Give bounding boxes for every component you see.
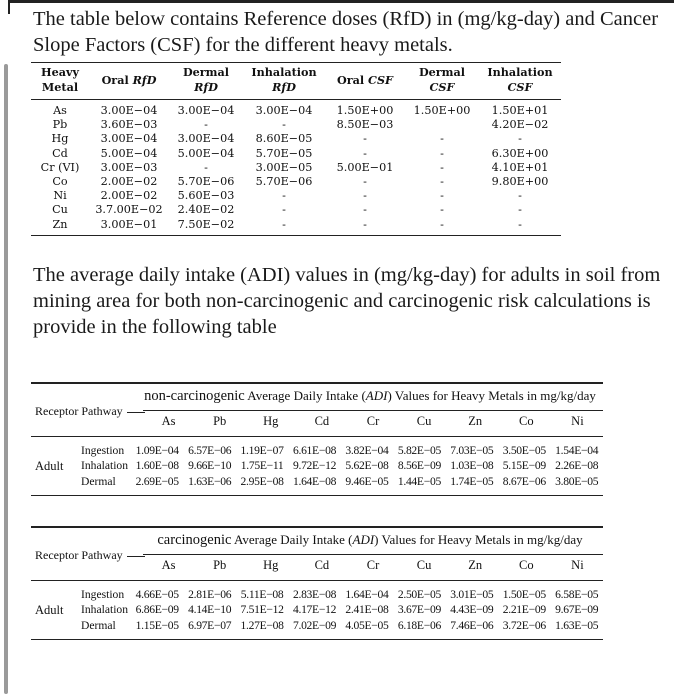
adi-value: 1.27E−08: [240, 618, 284, 632]
intro-paragraph: The table below contains Reference doses (RfD) in (mg/kg-day) and Cancer Slope Factors (CSF) for the different heavy metals.: [33, 8, 659, 56]
adi-value: 1.44E−05: [397, 474, 441, 488]
rfd-row-cu: [31, 203, 561, 217]
metal-name-cell: Hg: [51, 132, 69, 146]
rfd-header-row: [31, 63, 561, 100]
adi-value: 6.18E−06: [397, 618, 441, 632]
adi-value: 3.67E−09: [397, 603, 441, 617]
adi-value: 2.21E−09: [502, 603, 546, 617]
adi-value: 1.74E−05: [450, 474, 494, 488]
metal-header: Cu: [416, 557, 432, 572]
adi-value: 1.15E−05: [135, 618, 179, 632]
metal-header: Cd: [314, 557, 330, 572]
pathway-label: Ingestion: [81, 587, 125, 601]
adi-value: 1.64E−08: [292, 474, 337, 488]
adi-value: 2.50E−05: [397, 587, 441, 601]
adi-value: 4.43E−09: [450, 603, 494, 617]
adi-value: 6.57E−06: [188, 443, 232, 457]
receptor-adult: Adult: [35, 458, 64, 473]
pathway-label: Dermal: [81, 618, 116, 632]
value-cell: -: [363, 132, 367, 146]
receptor-leader-line: [127, 412, 145, 413]
value-cell: 1.50E+00: [336, 104, 394, 117]
metal-name-cell: Pb: [52, 118, 68, 132]
top-left-corner: [8, 0, 10, 14]
adi-value: 2.83E−08: [292, 587, 337, 601]
value-cell: -: [440, 203, 444, 217]
value-cell: -: [204, 118, 208, 132]
metal-name-cell: Zn: [31, 218, 89, 236]
metal-header-row: [143, 414, 603, 429]
value-cell: -: [440, 146, 444, 160]
pathway-row-inhalation: [81, 602, 603, 618]
rfd-row-hg: [31, 132, 561, 146]
metal-header: Zn: [468, 557, 483, 572]
value-cell: 4.10E+01: [491, 160, 549, 174]
adi-value: 2.95E−08: [240, 474, 284, 488]
adi-value: 6.86E−09: [135, 603, 179, 617]
value-cell: -: [325, 218, 405, 236]
value-cell: 7.50E−02: [169, 218, 243, 236]
table-bottom-rule: [31, 495, 603, 497]
adi-value: 7.46E−06: [450, 618, 494, 632]
adi-value: 5.82E−05: [397, 443, 441, 457]
value-cell: 9.80E+00: [491, 175, 549, 189]
header-heavy-metal: Heavy Metal: [31, 63, 89, 100]
pathway-label: Dermal: [81, 474, 116, 488]
metal-header: Co: [519, 557, 534, 572]
value-cell: 3.00E−04: [100, 132, 158, 146]
header-inhalation-csf: Inhalation CSF: [479, 63, 561, 100]
metal-name-cell: Ni: [53, 189, 67, 203]
adi-value: 6.97E−07: [188, 618, 232, 632]
value-cell: 1.50E+00: [413, 104, 471, 117]
adi-value: 1.63E−06: [188, 474, 232, 488]
value-cell: 5.70E−06: [177, 175, 235, 189]
metal-header: Hg: [263, 557, 279, 572]
adi-value: 2.69E−05: [135, 474, 179, 488]
adi-value: 1.50E−05: [502, 587, 546, 601]
value-cell: 6.30E+00: [491, 146, 549, 160]
adi-value: 1.60E−08: [135, 459, 179, 473]
value-cell: 5.00E−04: [177, 146, 235, 160]
metal-header: Zn: [468, 413, 483, 428]
adi-value: 1.64E−04: [345, 587, 389, 601]
metal-header: Co: [519, 413, 534, 428]
value-cell: 3.00E−04: [177, 104, 235, 117]
quote-bar: [4, 64, 8, 694]
value-cell: -: [405, 218, 479, 236]
value-cell: 2.00E−02: [100, 189, 158, 203]
value-cell: -: [440, 160, 444, 174]
receptor-leader-line: [127, 556, 145, 557]
value-cell: -: [440, 189, 444, 203]
rfd-row-zn: [31, 218, 561, 236]
value-cell: 8.50E−03: [336, 118, 394, 132]
adi-value: 7.51E−12: [240, 603, 284, 617]
metal-header: Pb: [213, 413, 227, 428]
value-cell: -: [204, 160, 208, 174]
rfd-row-crvi: [31, 161, 561, 175]
metal-header: Ni: [571, 557, 584, 572]
adi-value: 9.66E−10: [188, 459, 232, 473]
value-cell: 5.70E−05: [255, 146, 313, 160]
risk-category: non-carcinogenic: [144, 387, 245, 404]
metal-name-cell: Co: [52, 175, 68, 189]
value-cell: 5.70E−06: [255, 175, 313, 189]
rfd-csf-table: [31, 62, 561, 236]
rfd-row-cd: [31, 147, 561, 161]
adi-value: 9.67E−09: [555, 603, 599, 617]
adi-value: 8.56E−09: [397, 459, 441, 473]
metal-header: Cr: [366, 557, 380, 572]
receptor-adult: Adult: [35, 602, 64, 617]
rfd-row-as: [31, 100, 561, 119]
metal-header: Cd: [314, 413, 330, 428]
adi-value: 7.03E−05: [450, 443, 494, 457]
metal-name-cell: Cr (VI): [40, 160, 80, 174]
metal-name-cell: Cu: [52, 203, 68, 217]
value-cell: 2.00E−02: [100, 175, 158, 189]
value-cell: -: [363, 203, 367, 217]
value-cell: 4.20E−02: [491, 118, 549, 132]
value-cell: 3.00E−05: [255, 160, 313, 174]
metal-header: Cu: [416, 413, 432, 428]
adi-value: 6.58E−05: [555, 587, 599, 601]
adi-table-title: carcinogenic Average Daily Intake (ADI) Values for Heavy Metals in mg/kg/day: [157, 531, 583, 548]
adi-value: 1.54E−04: [555, 443, 599, 457]
value-cell: [405, 118, 479, 132]
metal-header: Cr: [366, 413, 380, 428]
value-cell: -: [282, 118, 286, 132]
value-cell: 3.7.00E−02: [95, 203, 163, 217]
pathway-row-ingestion: [81, 443, 603, 459]
adi-value: 6.61E−08: [292, 443, 337, 457]
value-cell: -: [282, 203, 286, 217]
value-cell: -: [518, 203, 522, 217]
value-cell: -: [518, 189, 522, 203]
metal-header: As: [161, 413, 176, 428]
pathway-label: Ingestion: [81, 443, 125, 457]
adi-value: 1.63E−05: [555, 618, 599, 632]
adi-value: 3.50E−05: [502, 443, 546, 457]
top-border: [8, 0, 674, 3]
value-cell: -: [440, 175, 444, 189]
pathway-label: Inhalation: [81, 459, 129, 473]
value-cell: 3.00E−04: [100, 104, 158, 117]
adi-value: 3.82E−04: [345, 443, 389, 457]
title-underline: [143, 410, 603, 411]
adi-value: 1.19E−07: [240, 443, 284, 457]
adi-value: 9.72E−12: [292, 459, 337, 473]
adi-value: 3.80E−05: [555, 474, 599, 488]
metal-header: Pb: [213, 557, 227, 572]
adi-value: 4.14E−10: [188, 603, 232, 617]
adi-value: 2.26E−08: [555, 459, 599, 473]
pathway-label: Inhalation: [81, 603, 129, 617]
receptor-pathway-label: Receptor Pathway: [35, 403, 123, 418]
value-cell: 5.60E−03: [177, 189, 235, 203]
value-cell: -: [479, 218, 561, 236]
value-cell: 3.00E−01: [89, 218, 169, 236]
value-cell: 3.00E−04: [177, 132, 235, 146]
metal-header: As: [161, 557, 176, 572]
value-cell: 2.40E−02: [177, 203, 235, 217]
value-cell: -: [440, 132, 444, 146]
rfd-row-co: [31, 175, 561, 189]
value-cell: 3.00E−04: [255, 104, 313, 117]
risk-category: carcinogenic: [157, 531, 232, 548]
value-cell: 1.50E+01: [491, 104, 549, 117]
table-bottom-rule: [31, 639, 603, 641]
value-cell: 3.60E−03: [100, 118, 158, 132]
adi-value: 1.75E−11: [240, 459, 284, 473]
value-cell: 8.60E−05: [255, 132, 313, 146]
header-oral-csf: Oral CSF: [325, 63, 405, 100]
adi-table-title: non-carcinogenic Average Daily Intake (ADI) Values for Heavy Metals in mg/kg/day: [144, 387, 596, 404]
pathway-row-dermal: [81, 474, 603, 490]
adi-value: 9.46E−05: [345, 474, 389, 488]
adi-value: 1.03E−08: [450, 459, 494, 473]
adi-intro-paragraph: The average daily intake (ADI) values in (mg/kg-day) for adults in soil from mining area for both non-carcinogenic and carcinogenic risk calculations is provide in the following table: [33, 264, 661, 338]
metal-header: Ni: [571, 413, 584, 428]
adi-value: 5.11E−08: [240, 587, 284, 601]
header-dermal-rfd: Dermal RfD: [169, 63, 243, 100]
value-cell: -: [363, 146, 367, 160]
value-cell: -: [243, 218, 325, 236]
adi-value: 4.66E−05: [135, 587, 179, 601]
value-cell: 3.00E−03: [100, 160, 158, 174]
adi-value: 2.41E−08: [345, 603, 389, 617]
adi-value: 1.09E−04: [135, 443, 179, 457]
non-carcinogenic-adi-table: [31, 382, 603, 496]
adi-value: 8.67E−06: [502, 474, 546, 488]
adi-value: 3.72E−06: [502, 618, 546, 632]
pathway-row-ingestion: [81, 587, 603, 603]
adi-value: 2.81E−06: [188, 587, 232, 601]
metal-header-row: [143, 558, 603, 573]
value-cell: 5.00E−04: [100, 146, 158, 160]
header-inhalation-rfd: Inhalation RfD: [243, 63, 325, 100]
value-cell: -: [518, 132, 522, 146]
adi-value: 4.05E−05: [345, 618, 389, 632]
value-cell: -: [282, 189, 286, 203]
carcinogenic-adi-table: [31, 526, 603, 640]
adi-value: 7.02E−09: [292, 618, 337, 632]
pathway-row-dermal: [81, 618, 603, 634]
value-cell: -: [363, 189, 367, 203]
title-underline: [143, 554, 603, 555]
value-cell: 5.00E−01: [336, 160, 394, 174]
adi-value: 5.62E−08: [345, 459, 389, 473]
adi-value: 4.17E−12: [292, 603, 337, 617]
metal-name-cell: Cd: [52, 146, 68, 160]
rfd-row-ni: [31, 189, 561, 203]
value-cell: -: [363, 175, 367, 189]
receptor-pathway-label: Receptor Pathway: [35, 547, 123, 562]
header-dermal-csf: Dermal CSF: [405, 63, 479, 100]
adi-value: 3.01E−05: [450, 587, 494, 601]
metal-name-cell: As: [53, 104, 67, 117]
rfd-row-pb: [31, 118, 561, 132]
pathway-row-inhalation: [81, 458, 603, 474]
adi-value: 5.15E−09: [502, 459, 546, 473]
header-oral-rfd: Oral RfD: [89, 63, 169, 100]
metal-header: Hg: [263, 413, 279, 428]
